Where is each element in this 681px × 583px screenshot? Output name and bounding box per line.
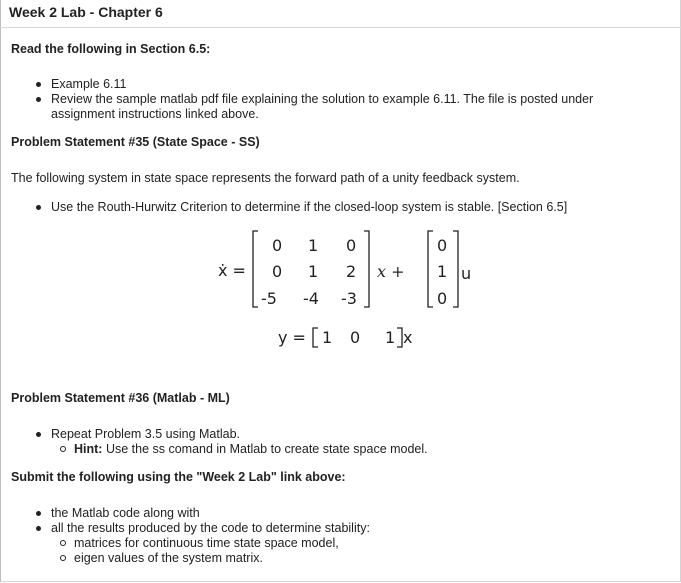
matrix-c-cell: 1 [385, 328, 396, 347]
hint-label: Hint: [74, 442, 103, 456]
read-item: Example 6.11 [35, 77, 635, 92]
matrix-b-cell: 0 [437, 236, 448, 255]
ps36-hint [59, 442, 635, 457]
matrix-b-cell: 0 [437, 289, 448, 308]
matrix-a-cell: -4 [303, 289, 319, 308]
y-x-symbol: x [403, 328, 413, 347]
matrix-a-cell: 0 [346, 236, 357, 255]
matrix-c [322, 328, 395, 347]
ps36-sublist [35, 442, 635, 457]
ps35-text: The following system in state space represents the forward path of a unity feedback system. [11, 171, 520, 185]
submit-sublist [35, 536, 635, 566]
matrix-a-cell: 2 [346, 262, 357, 281]
submit-list [35, 506, 635, 536]
matrix-a-cell: 0 [272, 236, 283, 255]
matrix-a-cell: -3 [341, 289, 357, 308]
matrix-b-cell: 1 [437, 262, 448, 281]
ps36-bullet: Repeat Problem 3.5 using Matlab. [35, 427, 635, 442]
matrix-c-cell: 0 [350, 328, 361, 347]
matrix-c-cell: 1 [322, 328, 333, 347]
matrix-a-cell: -5 [261, 289, 277, 308]
submit-item: the Matlab code along with [35, 506, 635, 521]
submit-subitem: matrices for continuous time state space model, [59, 536, 635, 551]
read-item: Review the sample matlab pdf file explaining the solution to example 6.11. The file is posted under assignment instructions linked above. [35, 92, 635, 122]
ps36-list [35, 427, 635, 442]
u-symbol: u [461, 264, 472, 283]
matrix-b [437, 236, 447, 308]
ps36-heading: Problem Statement #36 (Matlab - ML) [11, 391, 230, 405]
submit-subitem: eigen values of the system matrix. [59, 551, 635, 566]
hint-text: Use the ss comand in Matlab to create state space model. [102, 442, 428, 456]
matrix-a-cell: 1 [308, 262, 319, 281]
matrix-a [261, 236, 357, 308]
submit-heading: Submit the following using the "Week 2 Lab" link above: [11, 470, 346, 484]
matrix-a-cell: 1 [308, 236, 319, 255]
y-lhs: y = [278, 328, 306, 347]
ps35-bullet: Use the Routh-Hurwitz Criterion to determine if the closed-loop system is stable. [Section 6.5] [35, 200, 655, 215]
page-title: Week 2 Lab - Chapter 6 [9, 4, 163, 20]
submit-item: all the results produced by the code to determine stability: [35, 521, 635, 536]
xdot-lhs: ẋ = [218, 261, 246, 280]
x-plus: x + [377, 262, 405, 281]
read-heading: Read the following in Section 6.5: [11, 42, 211, 56]
ps35-heading: Problem Statement #35 (State Space - SS) [11, 135, 260, 149]
matrix-a-cell: 0 [272, 262, 283, 281]
